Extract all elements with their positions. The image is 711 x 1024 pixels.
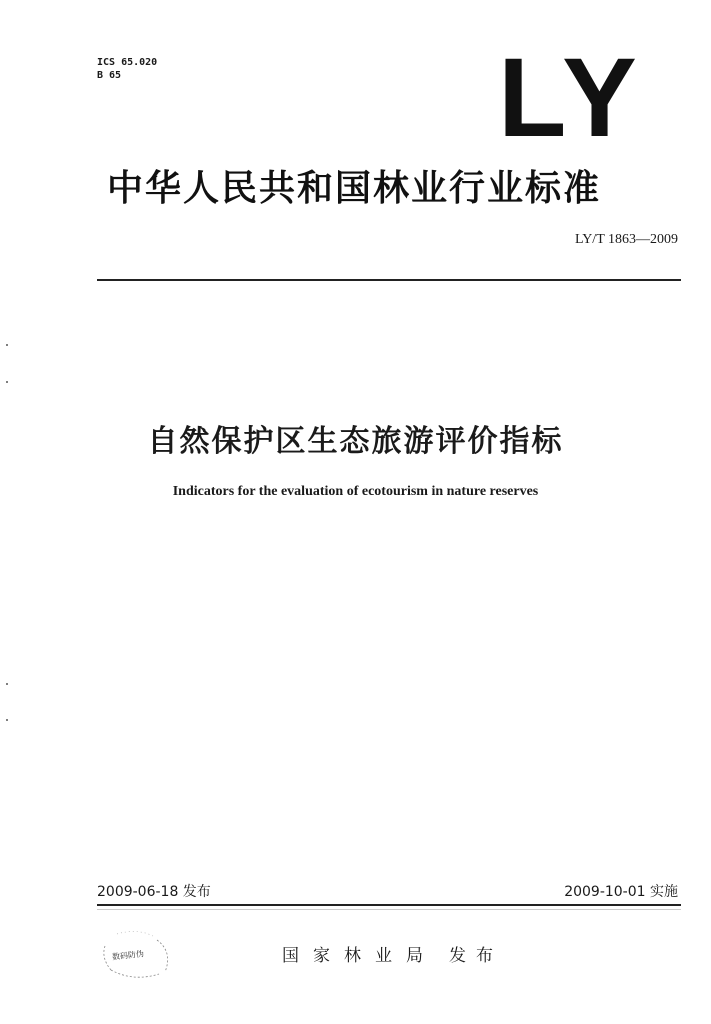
classification-block <box>97 56 157 82</box>
scan-artifact <box>6 344 8 346</box>
issue-date: 2009-06-18 发布 <box>97 884 211 900</box>
top-divider <box>97 279 681 281</box>
ly-logo: LY <box>498 35 643 160</box>
class-code: B 65 <box>97 70 122 81</box>
publish-label: 发布 <box>449 946 503 966</box>
standard-number: LY/T 1863—2009 <box>575 232 678 247</box>
scan-artifact <box>6 719 8 721</box>
standard-category-heading: 中华人民共和国林业行业标准 <box>107 168 602 209</box>
scan-artifact <box>6 683 8 685</box>
scan-artifact <box>6 381 8 383</box>
document-title-english: Indicators for the evaluation of ecotourism in nature reserves <box>172 484 539 499</box>
bottom-divider <box>97 904 681 906</box>
bottom-divider-shadow <box>97 909 681 910</box>
ics-code: ICS 65.020 <box>97 57 158 68</box>
effective-date: 2009-10-01 实施 <box>564 884 678 900</box>
publisher-name: 国家林业局 <box>282 946 437 966</box>
document-title-chinese: 自然保护区生态旅游评价指标 <box>147 424 564 459</box>
stamp-label: 数码防伪 <box>111 949 145 962</box>
